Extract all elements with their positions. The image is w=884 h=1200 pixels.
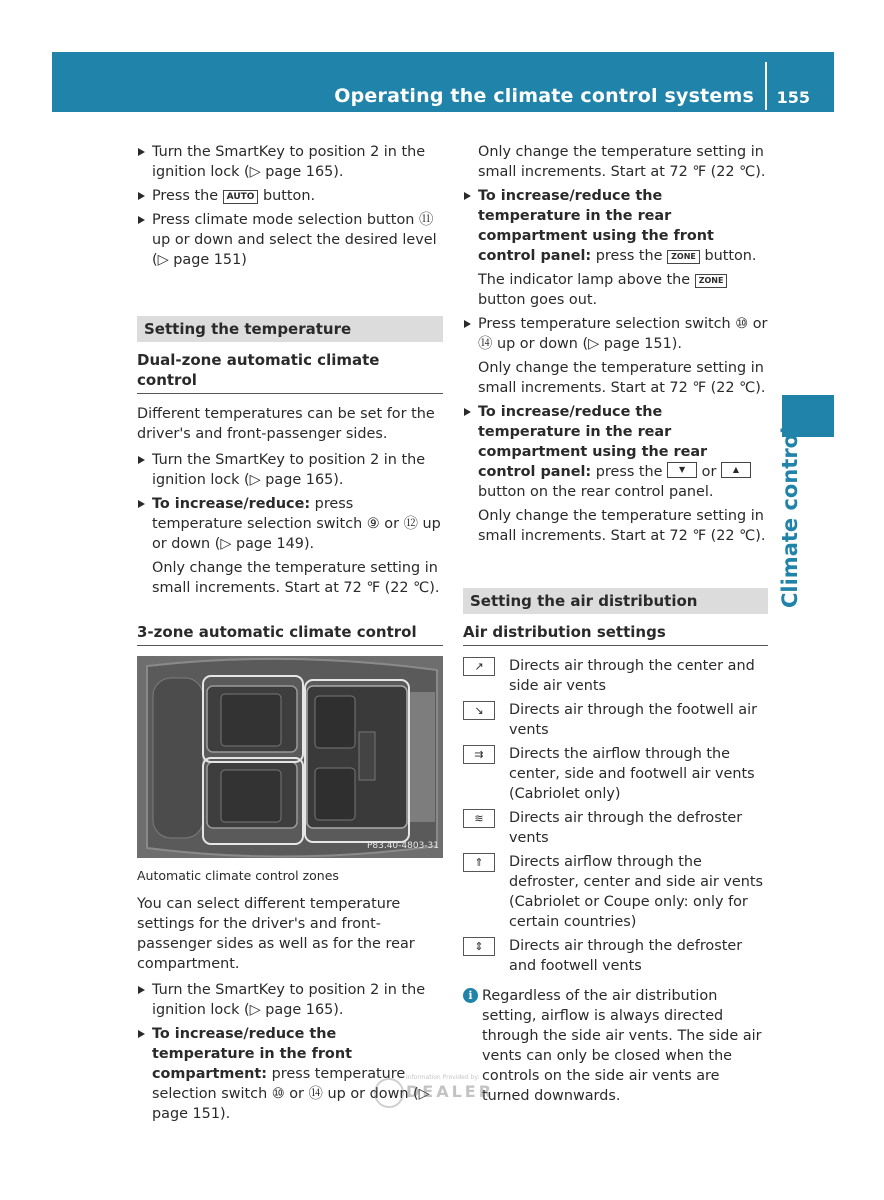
watermark-small-text: Information Provided by: (406, 1074, 480, 1081)
instruction-step: Press temperature selection switch ⑩ or ⑭ up or down (▷ page 151). (463, 314, 768, 354)
note-text: Only change the temperature setting in small increments. Start at 72 ℉ (22 ℃). (478, 144, 766, 180)
info-text: Regardless of the air distribution setting, airflow is always directed through the side air vents. The side air vents can only be closed when the controls on the side air vents are turned downwards. (482, 988, 762, 1104)
header-divider (765, 62, 767, 110)
instruction-step: Press climate mode selection button ⑪ up or down and select the desired level (▷ page 151) (137, 210, 443, 270)
step-text: press temperature selection switch ⑩ or ⑭ up or down (▷ page 151). (152, 1066, 430, 1122)
instruction-step: Turn the SmartKey to position 2 in the ignition lock (▷ page 165). (137, 450, 443, 490)
subheading: Air distribution settings (463, 622, 768, 646)
info-note (463, 986, 768, 1106)
center-side-vent-icon: ↗ (463, 657, 495, 676)
left-column (137, 142, 443, 1128)
car-zones-figure (137, 656, 443, 858)
air-distribution-row (463, 936, 768, 976)
down-arrow-button-icon: ▼ (667, 462, 697, 478)
air-distribution-text: Directs air through the center and side air vents (509, 658, 755, 694)
subheading: 3-zone automatic climate control (137, 622, 443, 646)
step-text: Press the AUTO button. (152, 188, 316, 204)
instruction-step (463, 402, 768, 502)
zone-button-icon: ZONE (695, 274, 728, 288)
step-text: press the (591, 248, 668, 264)
up-arrow-button-icon: ▲ (721, 462, 751, 478)
air-distribution-row (463, 700, 768, 740)
defroster-footwell-vent-icon: ⇕ (463, 937, 495, 956)
section-heading: Setting the air distribution (463, 588, 768, 614)
center-side-footwell-vent-icon: ⇉ (463, 745, 495, 764)
section-heading: Setting the temperature (137, 316, 443, 342)
figure-caption: Automatic climate control zones (137, 868, 339, 883)
air-distribution-text: Directs the airflow through the center, side and footwell air vents (Cabriolet only) (509, 746, 755, 802)
instruction-step: Turn the SmartKey to position 2 in the ignition lock (▷ page 165). (137, 142, 443, 182)
step-bold-label: To increase/reduce: (152, 496, 311, 512)
instruction-step (137, 186, 443, 206)
note-text: Only change the temperature setting in small increments. Start at 72 ℉ (22 ℃). (478, 360, 766, 396)
air-distribution-text: Directs air through the footwell air vents (509, 702, 758, 738)
step-text: or (697, 464, 721, 480)
note-text: Only change the temperature setting in small increments. Start at 72 ℉ (22 ℃). (152, 560, 440, 596)
paragraph: You can select different temperature settings for the driver's and front-passenger sides as well as for the rear compartment. (137, 896, 415, 972)
step-bold-label: To increase/reduce the temperature in the front compartment: (152, 1026, 352, 1082)
paragraph: Different temperatures can be set for the driver's and front-passenger sides. (137, 406, 435, 442)
figure-code: P83.40-4803-31 (366, 841, 439, 851)
instruction-step (137, 494, 443, 554)
page-title: Operating the climate control systems (334, 85, 754, 107)
step-text: button on the rear control panel. (478, 484, 714, 500)
auto-button-icon: AUTO (223, 190, 259, 204)
right-column (463, 142, 768, 1106)
air-distribution-row (463, 744, 768, 804)
note-text: Only change the temperature setting in small increments. Start at 72 ℉ (22 ℃). (478, 508, 766, 544)
defroster-center-side-vent-icon: ⇑ (463, 853, 495, 872)
subheading: Dual-zone automatic climate control (137, 350, 443, 394)
note-part: The indicator lamp above the (478, 272, 695, 288)
watermark-logo-icon (374, 1078, 404, 1108)
note-text (463, 270, 768, 310)
side-section-label: Climate control (778, 426, 802, 608)
air-distribution-row (463, 852, 768, 932)
air-distribution-text: Directs air through the defroster and footwell vents (509, 938, 743, 974)
air-distribution-row (463, 656, 768, 696)
air-distribution-text: Directs air through the defroster vents (509, 810, 743, 846)
air-distribution-row (463, 808, 768, 848)
step-bold-label: To increase/reduce the temperature in the rear compartment using the front control panel: (478, 188, 714, 264)
step-text: button. (699, 248, 757, 264)
air-distribution-text: Directs airflow through the defroster, center and side air vents (Cabriolet or Coupe only: only for certain countries) (509, 854, 764, 930)
header-bar (52, 52, 834, 112)
note-part: button goes out. (478, 292, 598, 308)
instruction-step (463, 186, 768, 266)
page-number: 155 (776, 88, 810, 107)
instruction-step: Turn the SmartKey to position 2 in the ignition lock (▷ page 165). (137, 980, 443, 1020)
step-bold-label: To increase/reduce the temperature in the rear compartment using the rear control panel: (478, 404, 708, 480)
footwell-vent-icon: ↘ (463, 701, 495, 720)
step-text: press temperature selection switch ⑨ or ⑫ up or down (▷ page 149). (152, 496, 441, 552)
car-top-view-image (137, 656, 443, 858)
defroster-vent-icon: ≋ (463, 809, 495, 828)
watermark-big-text: DEALER (406, 1082, 495, 1101)
zone-button-icon: ZONE (667, 250, 700, 264)
info-icon: i (463, 988, 478, 1003)
dealer-watermark (374, 1072, 504, 1112)
step-text: press the (591, 464, 668, 480)
